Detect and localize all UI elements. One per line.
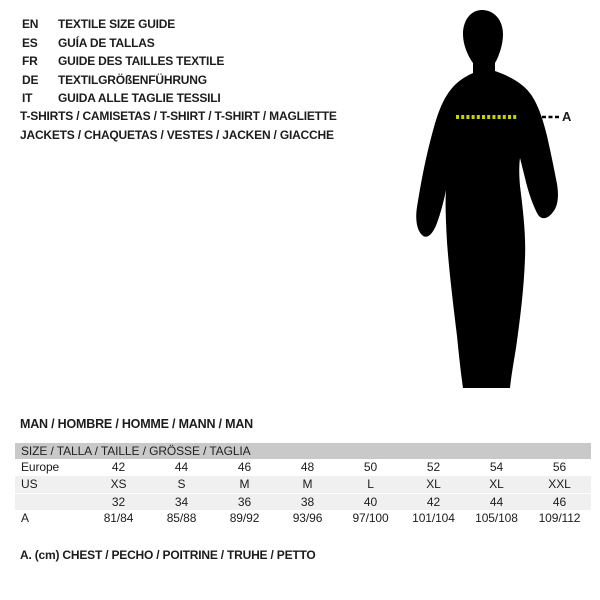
lang-code: ES bbox=[22, 35, 38, 50]
size-value: 40 bbox=[363, 495, 378, 509]
size-value: 109/112 bbox=[538, 511, 581, 525]
size-value: 46 bbox=[237, 460, 252, 474]
size-value: 42 bbox=[426, 495, 441, 509]
lang-code: IT bbox=[22, 91, 33, 106]
category-line-jackets: JACKETS / CHAQUETAS / VESTES / JACKEN / GIACCHE bbox=[20, 127, 334, 142]
size-value: 81/84 bbox=[103, 511, 134, 525]
size-value: 48 bbox=[300, 460, 315, 474]
lang-label: TEXTILE SIZE GUIDE bbox=[58, 17, 176, 31]
lang-label: TEXTILGRÖßENFÜHRUNG bbox=[58, 72, 207, 87]
category-line-tshirts: T-SHIRTS / CAMISETAS / T-SHIRT / T-SHIRT / MAGLIETTE bbox=[20, 109, 337, 123]
size-value: 101/104 bbox=[412, 511, 455, 525]
section-title-man: MAN / HOMBRE / HOMME / MANN / MAN bbox=[20, 417, 253, 431]
lang-code: EN bbox=[22, 17, 39, 31]
size-value: L bbox=[367, 477, 374, 491]
lang-label: GUIDE DES TAILLES TEXTILE bbox=[58, 54, 225, 69]
measurement-footnote: A. (cm) CHEST / PECHO / POITRINE / TRUHE / PETTO bbox=[20, 548, 316, 562]
size-value: 105/108 bbox=[475, 511, 518, 525]
size-value: 42 bbox=[111, 460, 126, 474]
size-value: 32 bbox=[111, 495, 126, 509]
size-value: M bbox=[302, 477, 313, 491]
row-label: US bbox=[21, 477, 38, 491]
table-row-chest-a bbox=[15, 510, 591, 527]
size-value: 85/88 bbox=[166, 511, 197, 525]
size-value: XS bbox=[110, 477, 127, 491]
measure-label-a: A bbox=[562, 109, 572, 124]
row-label bbox=[15, 494, 87, 510]
size-value: S bbox=[177, 477, 186, 491]
size-value: XL bbox=[489, 477, 504, 491]
man-silhouette-shape bbox=[416, 10, 558, 388]
size-value: 56 bbox=[552, 460, 567, 474]
size-value: 97/100 bbox=[352, 511, 389, 525]
size-value: 44 bbox=[174, 460, 189, 474]
lang-label: GUIDA ALLE TAGLIE TESSILI bbox=[58, 91, 221, 106]
size-value: 38 bbox=[300, 495, 315, 509]
size-table-header: SIZE / TALLA / TAILLE / GRÖSSE / TAGLIA bbox=[15, 443, 591, 459]
table-row-us bbox=[15, 476, 591, 493]
size-value: 89/92 bbox=[229, 511, 260, 525]
size-value: 44 bbox=[489, 495, 504, 509]
size-value: 93/96 bbox=[292, 511, 323, 525]
size-value: M bbox=[239, 477, 250, 491]
size-value: XXL bbox=[548, 477, 571, 491]
size-value: 50 bbox=[363, 460, 378, 474]
table-row-uk bbox=[15, 493, 591, 510]
row-label: A bbox=[21, 511, 29, 525]
lang-label: GUÍA DE TALLAS bbox=[58, 35, 155, 50]
lang-code: FR bbox=[22, 54, 38, 69]
size-value: XL bbox=[426, 477, 441, 491]
size-value: 34 bbox=[174, 495, 189, 509]
size-table bbox=[15, 443, 591, 527]
size-value: 36 bbox=[237, 495, 252, 509]
size-value: 52 bbox=[426, 460, 441, 474]
lang-code: DE bbox=[22, 72, 39, 87]
table-row-europe bbox=[15, 459, 591, 476]
size-value: 46 bbox=[552, 495, 567, 509]
row-label: Europe bbox=[21, 460, 60, 474]
size-value: 54 bbox=[489, 460, 504, 474]
